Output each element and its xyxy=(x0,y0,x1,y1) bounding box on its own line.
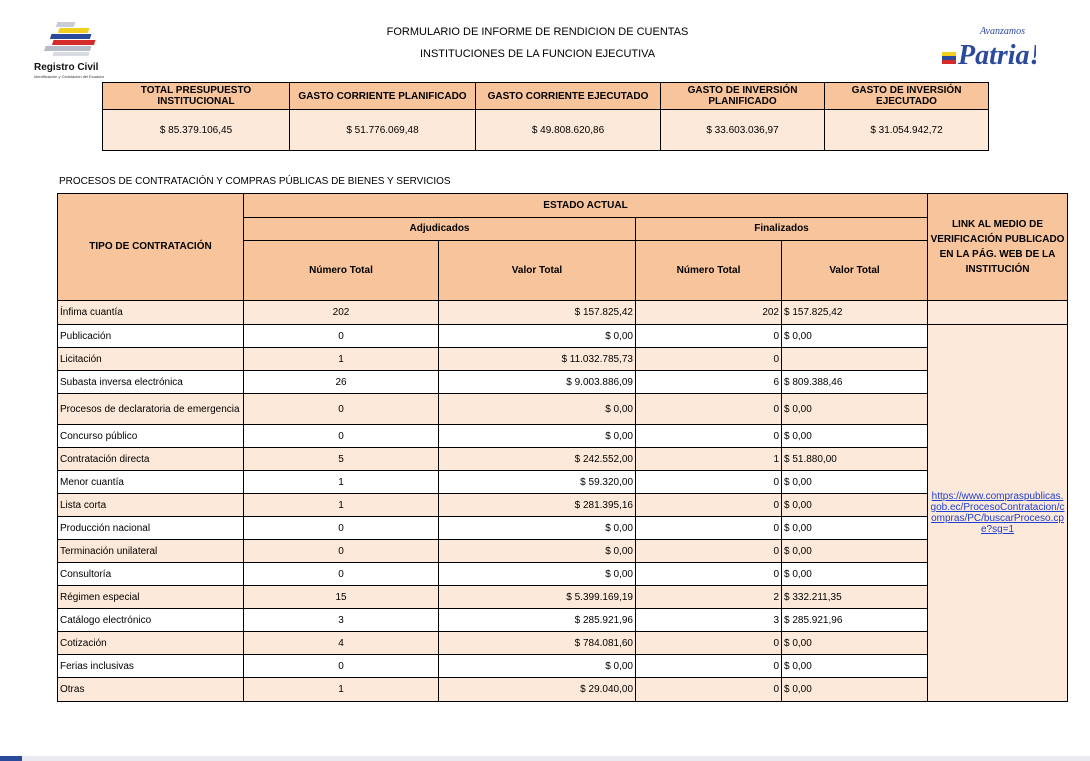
tipo-cell: Menor cuantía xyxy=(58,471,244,494)
adj-numero-cell: 0 xyxy=(244,425,439,448)
fin-numero-cell: 1 xyxy=(636,448,782,471)
table-row xyxy=(58,586,1068,609)
fin-valor-cell: $ 285.921,96 xyxy=(782,609,928,632)
tipo-cell: Concurso público xyxy=(58,425,244,448)
fin-numero-cell: 0 xyxy=(636,540,782,563)
budget-header-cell: TOTAL PRESUPUESTO INSTITUCIONAL xyxy=(103,83,290,110)
fin-valor-cell: $ 0,00 xyxy=(782,471,928,494)
footer-mark xyxy=(0,756,22,761)
fin-numero-cell: 3 xyxy=(636,609,782,632)
tipo-cell: Lista corta xyxy=(58,494,244,517)
adj-valor-cell: $ 0,00 xyxy=(439,325,636,348)
tipo-cell: Ferias inclusivas xyxy=(58,655,244,678)
fin-numero-cell: 0 xyxy=(636,425,782,448)
budget-values-row xyxy=(103,110,989,151)
fin-numero-cell: 202 xyxy=(636,301,782,325)
budget-header-cell: GASTO CORRIENTE EJECUTADO xyxy=(476,83,661,110)
fin-numero-cell: 0 xyxy=(636,471,782,494)
table-row xyxy=(58,325,1068,348)
tipo-cell: Procesos de declaratoria de emergencia xyxy=(58,394,244,425)
adj-numero-header: Número Total xyxy=(244,241,439,301)
fin-numero-cell: 2 xyxy=(636,586,782,609)
adj-numero-cell: 0 xyxy=(244,540,439,563)
budget-header-cell: GASTO DE INVERSIÓN EJECUTADO xyxy=(825,83,989,110)
tipo-header: TIPO DE CONTRATACIÓN xyxy=(58,194,244,301)
adj-numero-cell: 0 xyxy=(244,517,439,540)
tipo-cell: Régimen especial xyxy=(58,586,244,609)
adj-valor-cell: $ 242.552,00 xyxy=(439,448,636,471)
adj-numero-cell: 3 xyxy=(244,609,439,632)
procurement-table xyxy=(57,193,1068,702)
tipo-cell: Contratación directa xyxy=(58,448,244,471)
fin-valor-cell: $ 0,00 xyxy=(782,563,928,586)
adj-valor-cell: $ 0,00 xyxy=(439,655,636,678)
tipo-cell: Subasta inversa electrónica xyxy=(58,371,244,394)
budget-value-cell: $ 49.808.620,86 xyxy=(476,110,661,151)
adj-valor-cell: $ 11.032.785,73 xyxy=(439,348,636,371)
budget-value-cell: $ 31.054.942,72 xyxy=(825,110,989,151)
table-row xyxy=(58,540,1068,563)
adj-valor-cell: $ 0,00 xyxy=(439,394,636,425)
fin-valor-cell: $ 809.388,46 xyxy=(782,371,928,394)
fin-numero-cell: 0 xyxy=(636,325,782,348)
tipo-cell: Publicación xyxy=(58,325,244,348)
table-row xyxy=(58,301,1068,325)
avanzamos-patria-logo xyxy=(936,18,1036,74)
fin-valor-cell: $ 0,00 xyxy=(782,425,928,448)
fin-numero-cell: 0 xyxy=(636,394,782,425)
adj-numero-cell: 1 xyxy=(244,348,439,371)
adj-numero-cell: 202 xyxy=(244,301,439,325)
form-subtitle: INSTITUCIONES DE LA FUNCION EJECUTIVA xyxy=(419,48,656,60)
fin-valor-cell: $ 0,00 xyxy=(782,655,928,678)
table-row xyxy=(58,448,1068,471)
verification-link-first[interactable] xyxy=(928,301,1068,325)
adj-numero-cell: 1 xyxy=(244,471,439,494)
fin-valor-cell: $ 0,00 xyxy=(782,632,928,655)
budget-value-cell: $ 51.776.069,48 xyxy=(290,110,476,151)
adj-numero-cell: 0 xyxy=(244,655,439,678)
adj-numero-cell: 1 xyxy=(244,494,439,517)
fin-numero-cell: 0 xyxy=(636,494,782,517)
fin-numero-cell: 0 xyxy=(636,678,782,702)
adj-valor-cell: $ 5.399.169,19 xyxy=(439,586,636,609)
adj-valor-cell: $ 0,00 xyxy=(439,563,636,586)
fin-valor-cell xyxy=(782,348,928,371)
adj-valor-cell: $ 784.081,60 xyxy=(439,632,636,655)
fin-valor-cell: $ 0,00 xyxy=(782,517,928,540)
link-header: LINK AL MEDIO DE VERIFICACIÓN PUBLICADO EN LA PÁG. WEB DE LA INSTITUCIÓN xyxy=(928,194,1068,301)
adj-numero-cell: 5 xyxy=(244,448,439,471)
table-row xyxy=(58,371,1068,394)
fin-numero-cell: 0 xyxy=(636,348,782,371)
adj-valor-cell: $ 157.825,42 xyxy=(439,301,636,325)
table-row xyxy=(58,425,1068,448)
footer-bar xyxy=(0,756,1090,761)
fin-numero-cell: 0 xyxy=(636,655,782,678)
budget-header-cell: GASTO CORRIENTE PLANIFICADO xyxy=(290,83,476,110)
adj-numero-cell: 0 xyxy=(244,563,439,586)
fin-valor-cell: $ 0,00 xyxy=(782,394,928,425)
budget-value-cell: $ 85.379.106,45 xyxy=(103,110,290,151)
fin-numero-cell: 0 xyxy=(636,563,782,586)
tipo-cell: Licitación xyxy=(58,348,244,371)
fin-numero-header: Número Total xyxy=(636,241,782,301)
table-row xyxy=(58,471,1068,494)
form-title: FORMULARIO DE INFORME DE RENDICION DE CUENTAS xyxy=(386,26,689,38)
table-row xyxy=(58,609,1068,632)
fin-valor-cell: $ 0,00 xyxy=(782,678,928,702)
table-row xyxy=(58,678,1068,702)
fin-valor-cell: $ 0,00 xyxy=(782,494,928,517)
table-row xyxy=(58,632,1068,655)
adj-numero-cell: 1 xyxy=(244,678,439,702)
adj-valor-cell: $ 29.040,00 xyxy=(439,678,636,702)
fin-valor-cell: $ 0,00 xyxy=(782,540,928,563)
adj-numero-cell: 0 xyxy=(244,325,439,348)
budget-table xyxy=(102,82,989,151)
adj-numero-cell: 0 xyxy=(244,394,439,425)
adj-numero-cell: 4 xyxy=(244,632,439,655)
tipo-cell: Terminación unilateral xyxy=(58,540,244,563)
adj-valor-cell: $ 0,00 xyxy=(439,517,636,540)
adj-valor-cell: $ 281.395,16 xyxy=(439,494,636,517)
adj-valor-cell: $ 0,00 xyxy=(439,425,636,448)
budget-value-cell: $ 33.603.036,97 xyxy=(661,110,825,151)
estado-header: ESTADO ACTUAL xyxy=(244,194,928,218)
table-row xyxy=(58,655,1068,678)
tipo-cell: Ínfima cuantía xyxy=(58,301,244,325)
tipo-cell: Cotización xyxy=(58,632,244,655)
svg-text:Identificación y Cedulación de: Identificación y Cedulación del Ecuador xyxy=(34,74,105,79)
table-row xyxy=(58,348,1068,371)
fin-numero-cell: 6 xyxy=(636,371,782,394)
tipo-cell: Producción nacional xyxy=(58,517,244,540)
adj-valor-cell: $ 59.320,00 xyxy=(439,471,636,494)
budget-header-row xyxy=(103,83,989,110)
tipo-cell: Catálogo electrónico xyxy=(58,609,244,632)
tipo-cell: Consultoría xyxy=(58,563,244,586)
adj-valor-cell: $ 0,00 xyxy=(439,540,636,563)
adj-numero-cell: 15 xyxy=(244,586,439,609)
adj-valor-cell: $ 285.921,96 xyxy=(439,609,636,632)
fin-numero-cell: 0 xyxy=(636,517,782,540)
fin-numero-cell: 0 xyxy=(636,632,782,655)
adjudicados-header: Adjudicados xyxy=(244,218,636,241)
procurement-section-title: PROCESOS DE CONTRATACIÓN Y COMPRAS PÚBLICAS DE BIENES Y SERVICIOS xyxy=(59,176,451,187)
fin-valor-cell: $ 332.211,35 xyxy=(782,586,928,609)
fin-valor-header: Valor Total xyxy=(782,241,928,301)
adj-numero-cell: 26 xyxy=(244,371,439,394)
adj-valor-header: Valor Total xyxy=(439,241,636,301)
fin-valor-cell: $ 51.880,00 xyxy=(782,448,928,471)
adj-valor-cell: $ 9.003.886,09 xyxy=(439,371,636,394)
svg-text:Patria!: Patria! xyxy=(958,40,1036,71)
table-row xyxy=(58,563,1068,586)
verification-link[interactable]: https://www.compraspublicas.gob.ec/ProcesoContratacion/compras/PC/buscarProceso.cpe?sg=1 xyxy=(928,325,1068,702)
fin-valor-cell: $ 0,00 xyxy=(782,325,928,348)
table-row xyxy=(58,517,1068,540)
svg-text:Registro Civil: Registro Civil xyxy=(34,62,99,73)
tipo-cell: Otras xyxy=(58,678,244,702)
finalizados-header: Finalizados xyxy=(636,218,928,241)
table-row xyxy=(58,494,1068,517)
budget-header-cell: GASTO DE INVERSIÓN PLANIFICADO xyxy=(661,83,825,110)
table-row xyxy=(58,394,1068,425)
svg-text:Avanzamos: Avanzamos xyxy=(980,26,1025,37)
fin-valor-cell: $ 157.825,42 xyxy=(782,301,928,325)
